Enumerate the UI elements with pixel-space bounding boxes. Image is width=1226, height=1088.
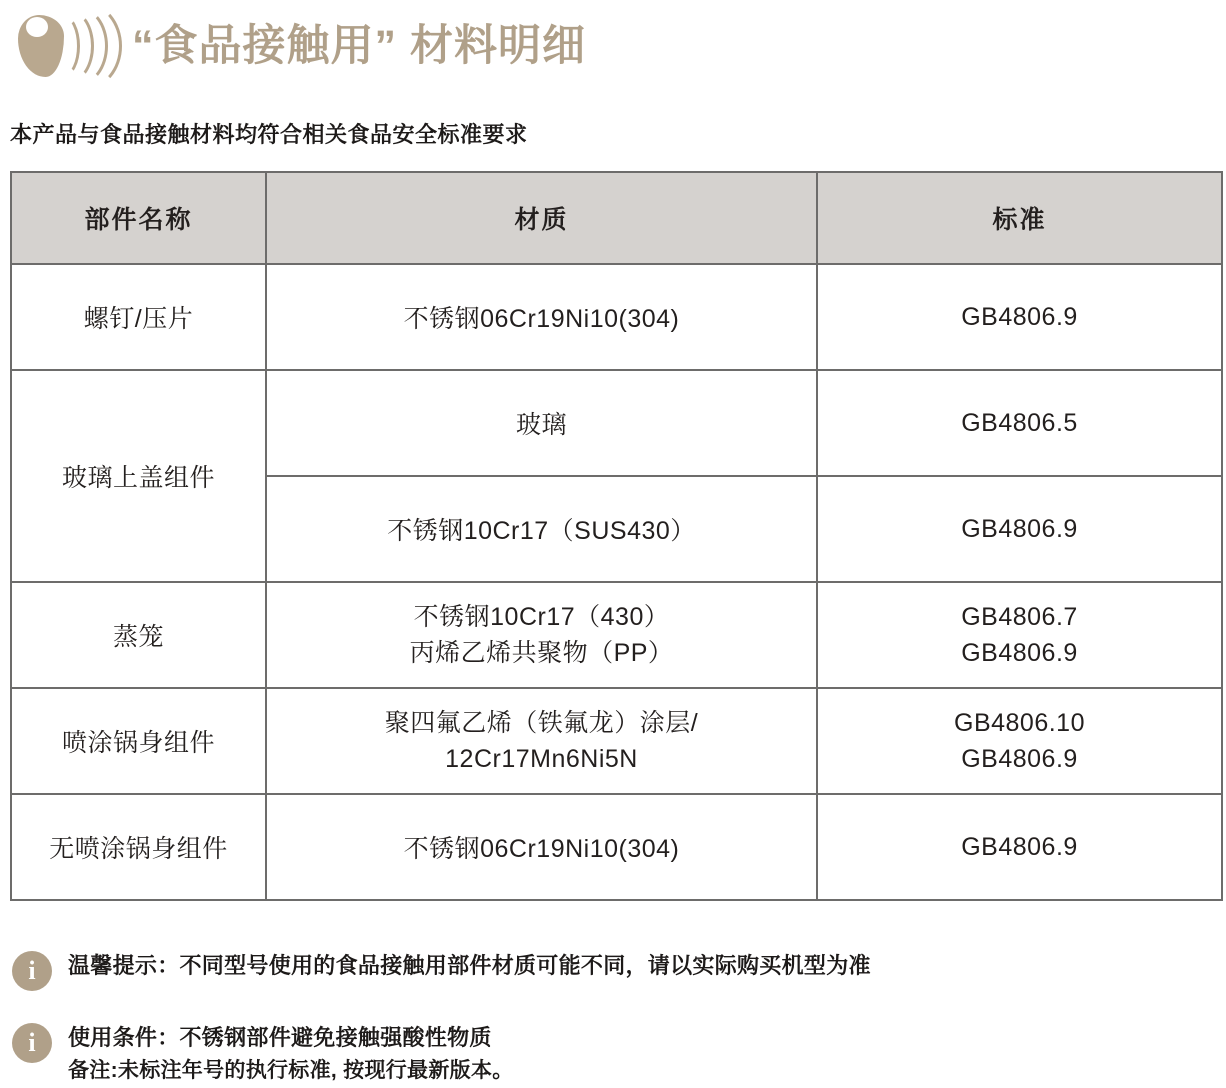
table-row: [11, 264, 1222, 370]
cell-material: 不锈钢06Cr19Ni10(304): [266, 794, 817, 900]
note-text: [68, 1021, 514, 1088]
note-item: [12, 949, 1218, 991]
cell-part: 螺钉/压片: [11, 264, 266, 370]
bear-soundwave-logo-icon: [12, 9, 130, 83]
material-table: [10, 171, 1223, 901]
cell-material: 不锈钢10Cr17（430） 丙烯乙烯共聚物（PP）: [266, 582, 817, 688]
table-row: [11, 794, 1222, 900]
cell-standard: GB4806.7 GB4806.9: [817, 582, 1222, 688]
cell-material: 聚四氟乙烯（铁氟龙）涂层/ 12Cr17Mn6Ni5N: [266, 688, 817, 794]
note-item: [12, 1021, 1218, 1088]
info-icon: i: [12, 1023, 52, 1063]
column-header-material: 材质: [266, 172, 817, 264]
cell-material: 不锈钢06Cr19Ni10(304): [266, 264, 817, 370]
column-header-standard: 标准: [817, 172, 1222, 264]
cell-standard: GB4806.5: [817, 370, 1222, 476]
note-line-2: 备注:未标注年号的执行标准, 按现行最新版本。: [68, 1059, 514, 1083]
note-text: [68, 949, 871, 983]
cell-standard: GB4806.9: [817, 794, 1222, 900]
cell-standard: GB4806.9: [817, 476, 1222, 582]
notes-section: [12, 949, 1218, 1088]
note-line-1: 使用条件：不锈钢部件避免接触强酸性物质: [68, 1025, 492, 1050]
cell-part: 喷涂锅身组件: [11, 688, 266, 794]
table-row: [11, 582, 1222, 688]
info-icon: i: [12, 951, 52, 991]
cell-part: 玻璃上盖组件: [11, 370, 266, 582]
page-title: “食品接触用” 材料明细: [132, 21, 586, 70]
cell-material: 玻璃: [266, 370, 817, 476]
cell-part: 无喷涂锅身组件: [11, 794, 266, 900]
compliance-statement: 本产品与食品接触材料均符合相关食品安全标准要求: [10, 122, 528, 147]
cell-part: 蒸笼: [11, 582, 266, 688]
column-header-part: 部件名称: [11, 172, 266, 264]
cell-standard: GB4806.10 GB4806.9: [817, 688, 1222, 794]
cell-standard: GB4806.9: [817, 264, 1222, 370]
table-row: [11, 370, 1222, 476]
page-header: [8, 0, 1218, 92]
cell-material: 不锈钢10Cr17（SUS430）: [266, 476, 817, 582]
note-line-1: 温馨提示：不同型号使用的食品接触用部件材质可能不同，请以实际购买机型为准: [68, 953, 871, 978]
table-row: [11, 688, 1222, 794]
table-header-row: [11, 172, 1222, 264]
